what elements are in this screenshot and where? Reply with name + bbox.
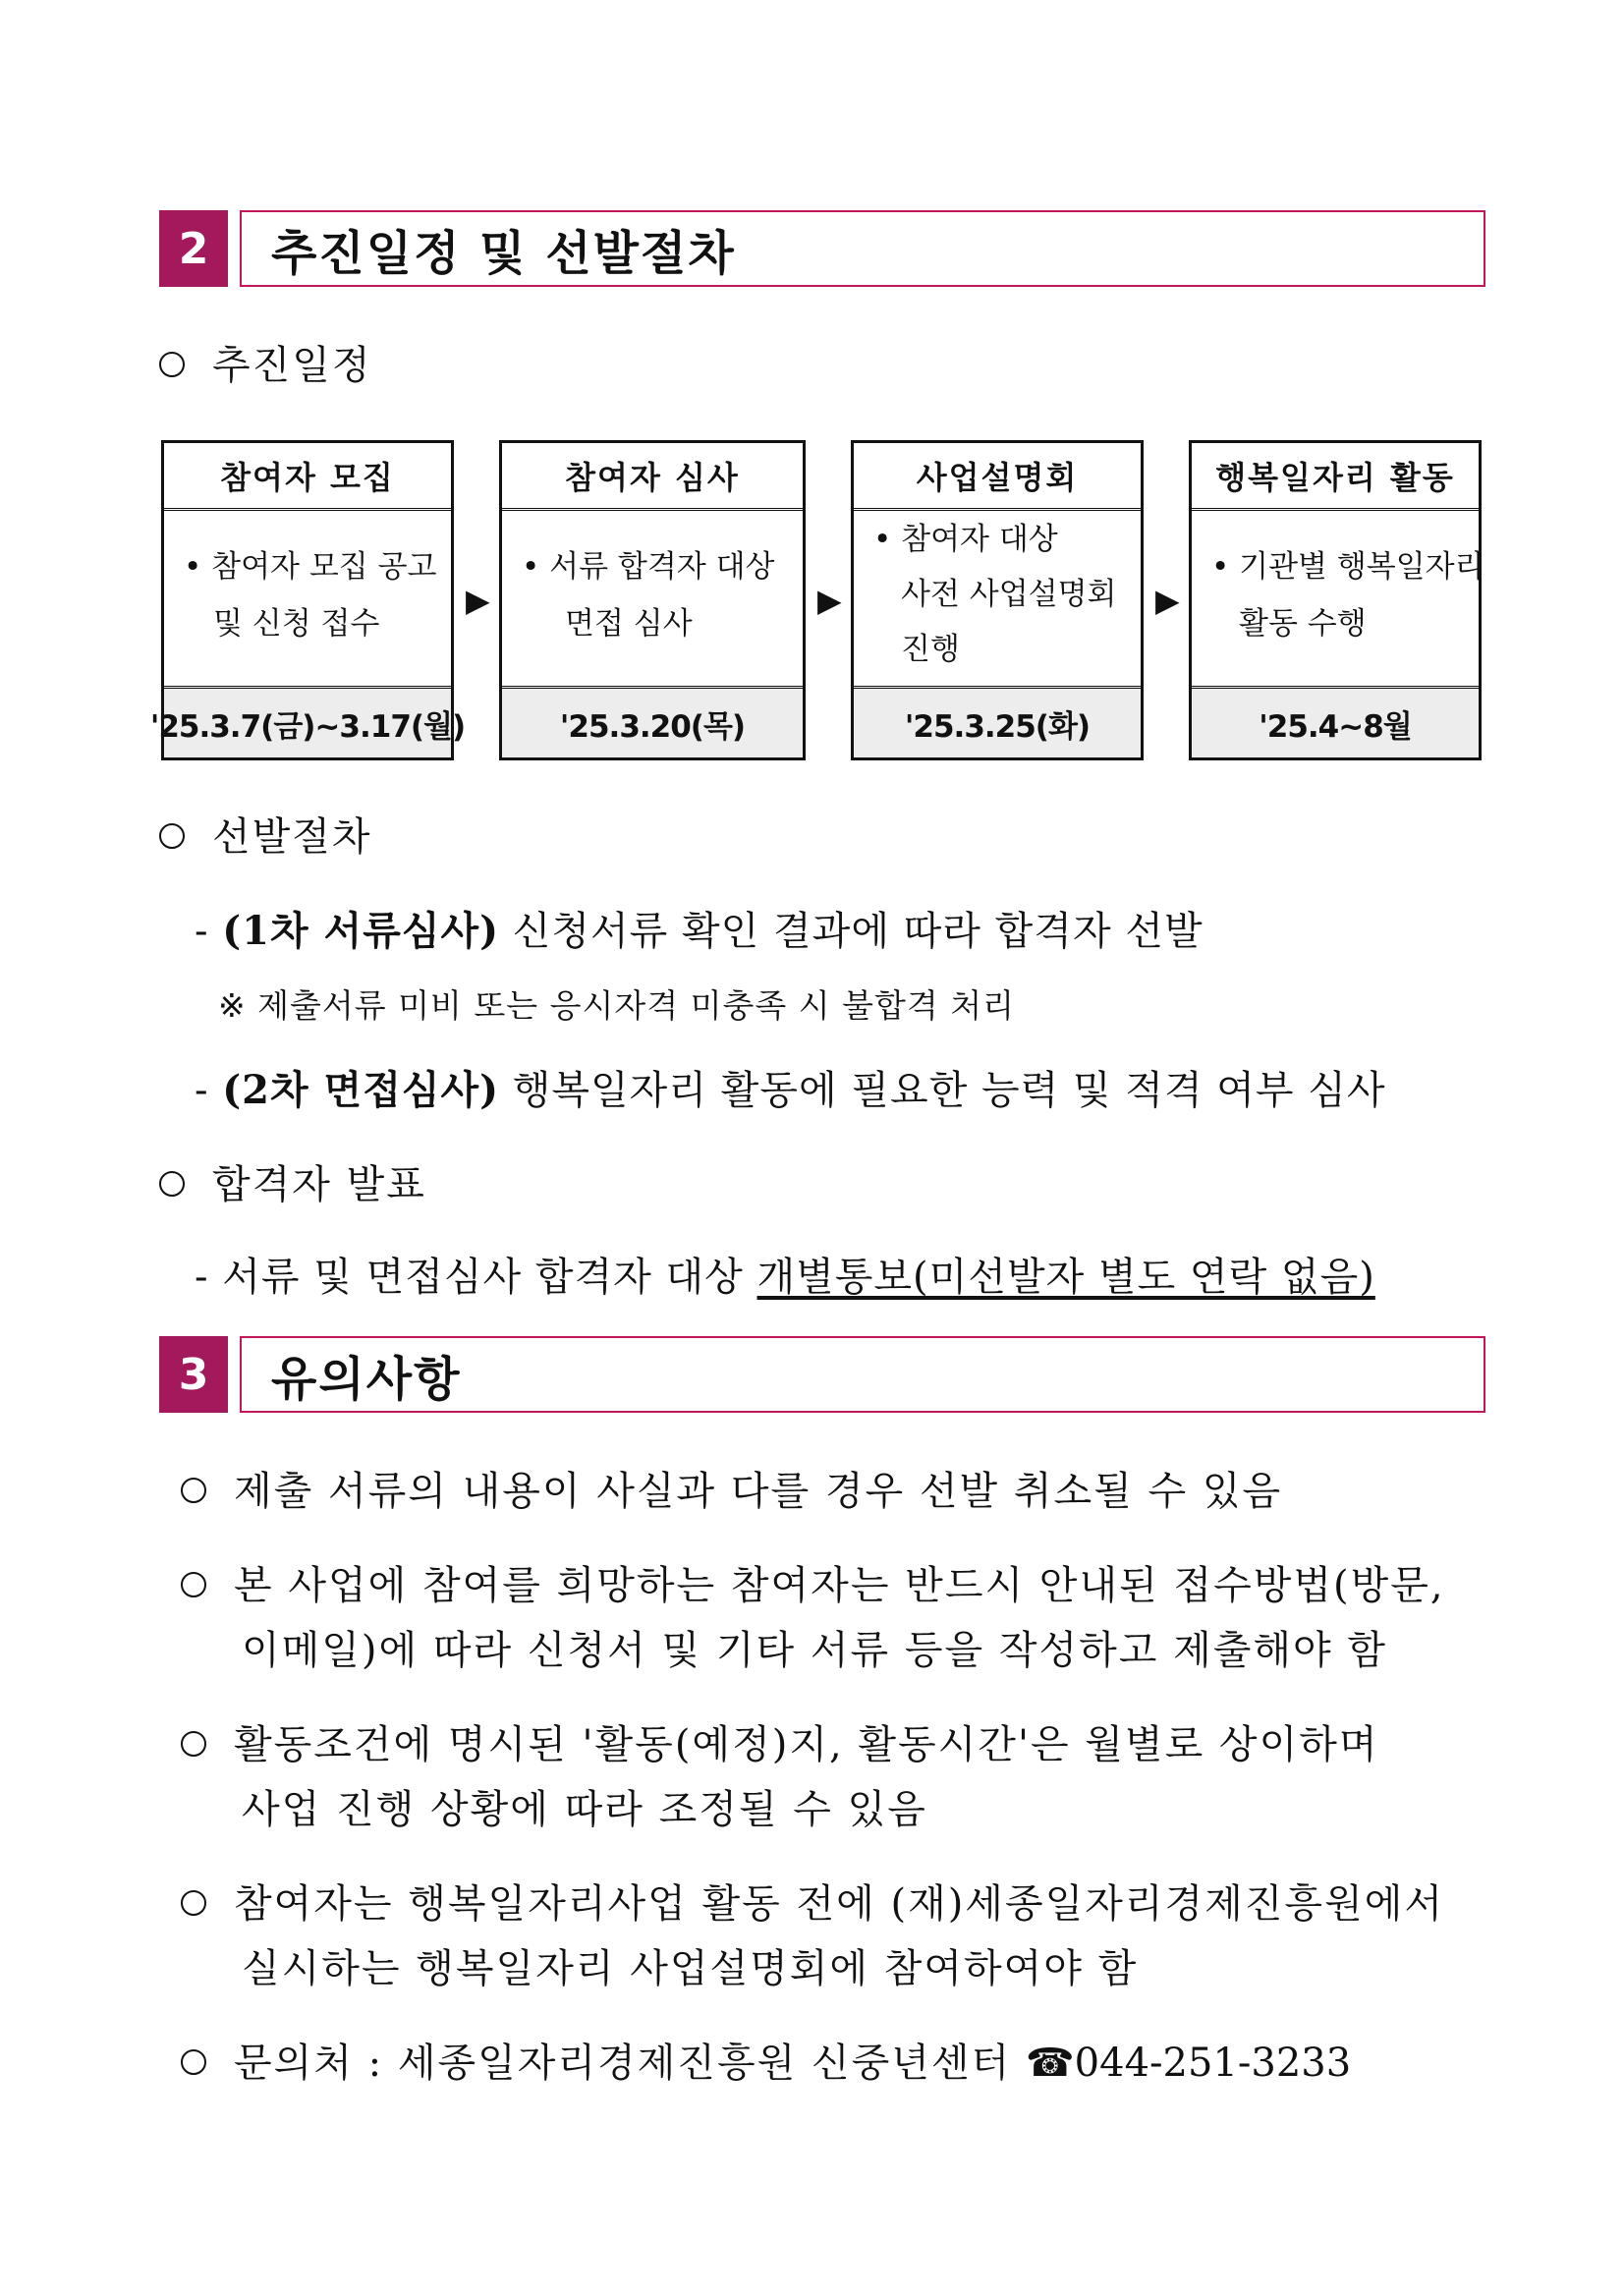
arrow-right-icon: ▶ [817, 582, 842, 619]
flow-step-date: '25.4~8월 [1192, 686, 1479, 757]
flow-step-title: 행복일자리 활동 [1192, 443, 1479, 511]
selection-step-1-label: (1차 서류심사) [222, 908, 500, 954]
section-title: 유의사항 [240, 1336, 1485, 1413]
flow-step-briefing [851, 440, 1144, 760]
flow-step-line: • 서류 합격자 대상 [522, 549, 775, 585]
flow-step-line: 사전 사업설명회 [901, 577, 1117, 612]
selection-step-2: - (2차 면접심사) 행복일자리 활동에 필요한 능력 및 적격 여부 심사 [195, 1067, 1386, 1113]
selection-step-1-note: ※ 제출서류 미비 또는 응시자격 미충족 시 불합격 처리 [218, 986, 1016, 1025]
flow-step-line: • 참여자 대상 [873, 522, 1058, 557]
flow-step-review [499, 440, 806, 760]
announce-underlined: 개별통보(미선발자 별도 연락 없음) [756, 1255, 1375, 1300]
circle-bullet-icon [181, 1478, 206, 1503]
note-item: 본 사업에 참여를 희망하는 참여자는 반드시 안내된 접수방법(방문, [181, 1554, 1445, 1610]
flow-step-date: '25.3.20(목) [502, 686, 803, 757]
section-title: 추진일정 및 선발절차 [240, 210, 1485, 287]
flow-step-body [854, 511, 1141, 680]
selection-step-1-text: 신청서류 확인 결과에 따라 합격자 선발 [512, 909, 1204, 954]
flow-step-line: 및 신청 접수 [213, 606, 380, 642]
flow-step-line: 진행 [901, 632, 960, 667]
flow-step-date: '25.3.25(화) [854, 686, 1141, 757]
announce-line: - 서류 및 면접심사 합격자 대상 개별통보(미선발자 별도 연락 없음) [195, 1255, 1375, 1300]
schedule-heading: 추진일정 [159, 334, 372, 390]
circle-bullet-icon [181, 1890, 206, 1916]
flow-step-body [1192, 511, 1484, 680]
flow-step-line: • 참여자 모집 공고 [184, 549, 437, 585]
note-item-continuation: 이메일)에 따라 신청서 및 기타 서류 등을 작성하고 제출해야 함 [242, 1628, 1388, 1673]
section-number: 3 [159, 1336, 228, 1413]
flow-step-body [164, 511, 451, 680]
circle-bullet-icon [181, 1572, 206, 1597]
selection-step-2-label: (2차 면접심사) [222, 1067, 500, 1113]
note-item-continuation: 실시하는 행복일자리 사업설명회에 참여하여야 함 [242, 1946, 1139, 1991]
flow-step-recruit [149, 440, 466, 760]
flow-step-body [502, 511, 803, 680]
flow-step-line: 면접 심사 [565, 606, 693, 642]
circle-bullet-icon [159, 1171, 185, 1197]
flow-step-line: • 기관별 행복일자리 [1211, 549, 1484, 585]
circle-bullet-icon [159, 352, 185, 377]
announce-text: 서류 및 면접심사 합격자 대상 [222, 1255, 744, 1300]
note-item-continuation: 사업 진행 상황에 따라 조정될 수 있음 [242, 1787, 927, 1832]
flow-step-title: 참여자 심사 [502, 443, 803, 511]
arrow-right-icon: ▶ [466, 582, 490, 619]
phone-number: ☎044-251-3233 [1025, 2041, 1352, 2086]
section-3-header [159, 1336, 1485, 1413]
circle-bullet-icon [181, 1731, 206, 1757]
note-item: 활동조건에 명시된 '활동(예정)지, 활동시간'은 월별로 상이하며 [181, 1713, 1379, 1769]
flow-step-date: '25.3.7(금)~3.17(월) [164, 686, 451, 757]
selection-step-1: - (1차 서류심사) 신청서류 확인 결과에 따라 합격자 선발 [195, 908, 1204, 954]
selection-step-2-text: 행복일자리 활동에 필요한 능력 및 적격 여부 심사 [512, 1068, 1386, 1113]
note-item-contact: 문의처 : 세종일자리경제진흥원 신중년센터 ☎044-251-3233 [181, 2032, 1351, 2088]
section-number: 2 [159, 210, 228, 287]
circle-bullet-icon [181, 2049, 206, 2075]
flow-step-activity [1189, 440, 1482, 760]
flow-step-line: 활동 수행 [1239, 606, 1367, 642]
arrow-right-icon: ▶ [1155, 582, 1180, 619]
section-2-header [159, 210, 1485, 287]
flow-step-title: 참여자 모집 [164, 443, 451, 511]
flow-step-title: 사업설명회 [854, 443, 1141, 511]
selection-heading: 선발절차 [159, 806, 372, 862]
announce-heading: 합격자 발표 [159, 1153, 426, 1209]
note-item: 참여자는 행복일자리사업 활동 전에 (재)세종일자리경제진흥원에서 [181, 1873, 1444, 1929]
note-item: 제출 서류의 내용이 사실과 다를 경우 선발 취소될 수 있음 [181, 1460, 1282, 1516]
circle-bullet-icon [159, 823, 185, 849]
